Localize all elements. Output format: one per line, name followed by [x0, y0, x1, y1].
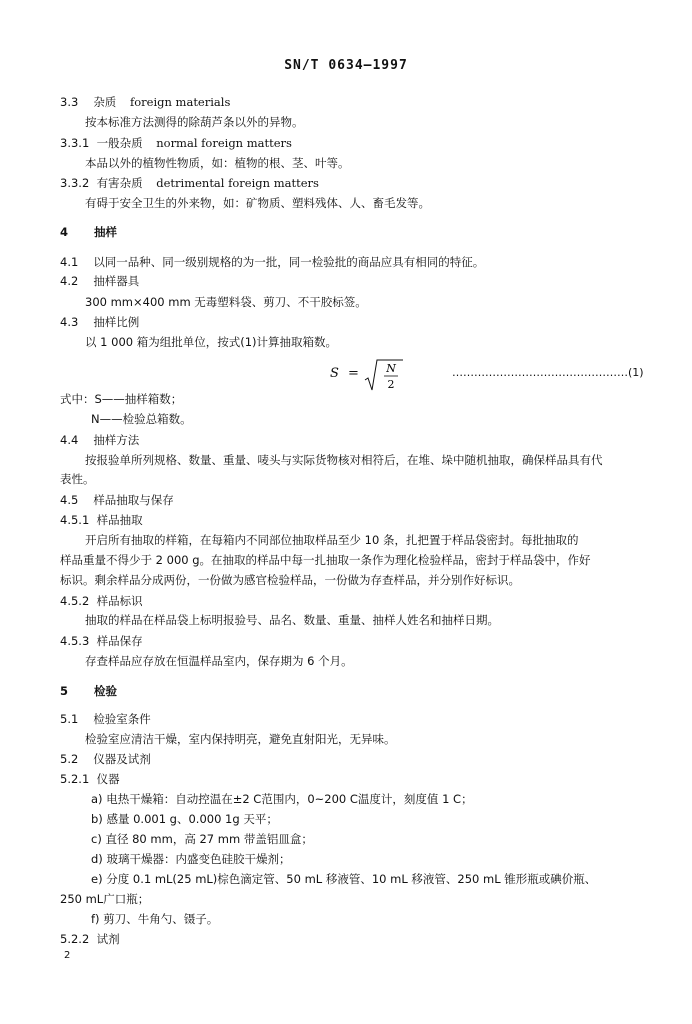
standard-header: SN/T 0634—1997	[284, 58, 408, 73]
formula-lhs: S	[330, 366, 339, 381]
section-5-heading: 5 检验	[60, 684, 118, 698]
section-5-1-body: 检验室应清洁干燥，室内保持明亮，避免直射阳光，无异味。	[85, 732, 396, 746]
section-4-5-3-heading: 4.5.3 样品保存	[60, 634, 143, 648]
list-item-continuation: 250 mL广口瓶；	[60, 892, 150, 906]
square-root-sign	[364, 358, 404, 394]
section-4-2-heading: 4.2 抽样器具	[60, 274, 140, 288]
section-4-4-body-2: 表性。	[60, 472, 95, 486]
section-3-3-body: 按本标准方法测得的除葫芦条以外的异物。	[85, 115, 304, 129]
section-3-3-heading: 3.3 杂质 foreign materials	[60, 95, 231, 109]
section-4-5-2-heading: 4.5.2 样品标识	[60, 594, 143, 608]
section-4-5-1-body-3: 标识。剩余样品分成两份，一份做为感官检验样品，一份做为存查样品，并分别作好标识。	[60, 573, 520, 587]
list-item: b) 感量 0.001 g、0.000 1g 天平；	[91, 812, 278, 826]
formula-where-line-1: 式中：S——抽样箱数；	[60, 392, 183, 406]
section-4-1: 4.1 以同一品种、同一级别规格的为一批，同一检验批的商品应具有相同的特征。	[60, 255, 485, 269]
list-item: e) 分度 0.1 mL(25 mL)棕色滴定管、50 mL 移液管、10 mL 移液管、250 mL 锥形瓶或碘价瓶、	[91, 872, 597, 886]
section-5-1-heading: 5.1 检验室条件	[60, 712, 151, 726]
formula-numerator: N	[386, 362, 396, 375]
section-4-3-body: 以 1 000 箱为组批单位，按式(1)计算抽取箱数。	[85, 335, 338, 349]
section-4-5-2-body: 抽取的样品在样品袋上标明报验号、品名、数量、重量、抽样人姓名和抽样日期。	[85, 613, 499, 627]
section-4-4-body-1: 按报验单所列规格、数量、重量、唛头与实际货物核对相符后，在堆、垛中随机抽取，确保样品具有代	[85, 453, 603, 467]
list-item: a) 电热干燥箱：自动控温在±2 C范围内，0~200 C温度计，刻度值 1 C；	[91, 792, 473, 806]
section-4-5-1-heading: 4.5.1 样品抽取	[60, 513, 143, 527]
section-5-2-2-heading: 5.2.2 试剂	[60, 932, 120, 946]
page-number: 2	[64, 950, 71, 961]
section-3-3-2-heading: 3.3.2 有害杂质 detrimental foreign matters	[60, 176, 319, 190]
equation-number: …………………………………………(1)	[452, 366, 644, 379]
formula-where-line-2: N——检验总箱数。	[91, 412, 192, 426]
section-4-5-3-body: 存查样品应存放在恒温样品室内，保存期为 6 个月。	[85, 654, 353, 668]
section-3-3-1-body: 本品以外的植物性物质，如：植物的根、茎、叶等。	[85, 156, 350, 170]
section-4-5-1-body-2: 样品重量不得少于 2 000 g。在抽取的样品中每一扎抽取一条作为理化检验样品，密封于样品袋中，作好	[60, 553, 591, 567]
section-3-3-2-body: 有碍于安全卫生的外来物，如：矿物质、塑料残体、人、畜毛发等。	[85, 196, 430, 210]
formula-denominator: 2	[387, 378, 395, 391]
section-4-3-heading: 4.3 抽样比例	[60, 315, 140, 329]
section-4-2-body: 300 mm×400 mm 无毒塑料袋、剪刀、不干胶标签。	[85, 295, 367, 309]
list-item: c) 直径 80 mm，高 27 mm 带盖铝皿盒；	[91, 832, 313, 846]
section-5-2-heading: 5.2 仪器及试剂	[60, 752, 151, 766]
section-4-heading: 4 抽样	[60, 225, 118, 239]
section-4-5-1-body-1: 开启所有抽取的样箱，在每箱内不同部位抽取样品至少 10 条，扎把置于样品袋密封。每批抽取的	[85, 533, 579, 547]
list-item: d) 玻璃干燥器：内盛变色硅胶干燥剂；	[91, 852, 291, 866]
section-3-3-1-heading: 3.3.1 一般杂质 normal foreign matters	[60, 136, 292, 150]
formula-1	[330, 356, 410, 396]
section-5-2-1-heading: 5.2.1 仪器	[60, 772, 120, 786]
list-item: f) 剪刀、牛角勺、镊子。	[91, 912, 219, 926]
formula-equals: =	[348, 366, 359, 381]
section-4-4-heading: 4.4 抽样方法	[60, 433, 140, 447]
section-4-5-heading: 4.5 样品抽取与保存	[60, 493, 174, 507]
